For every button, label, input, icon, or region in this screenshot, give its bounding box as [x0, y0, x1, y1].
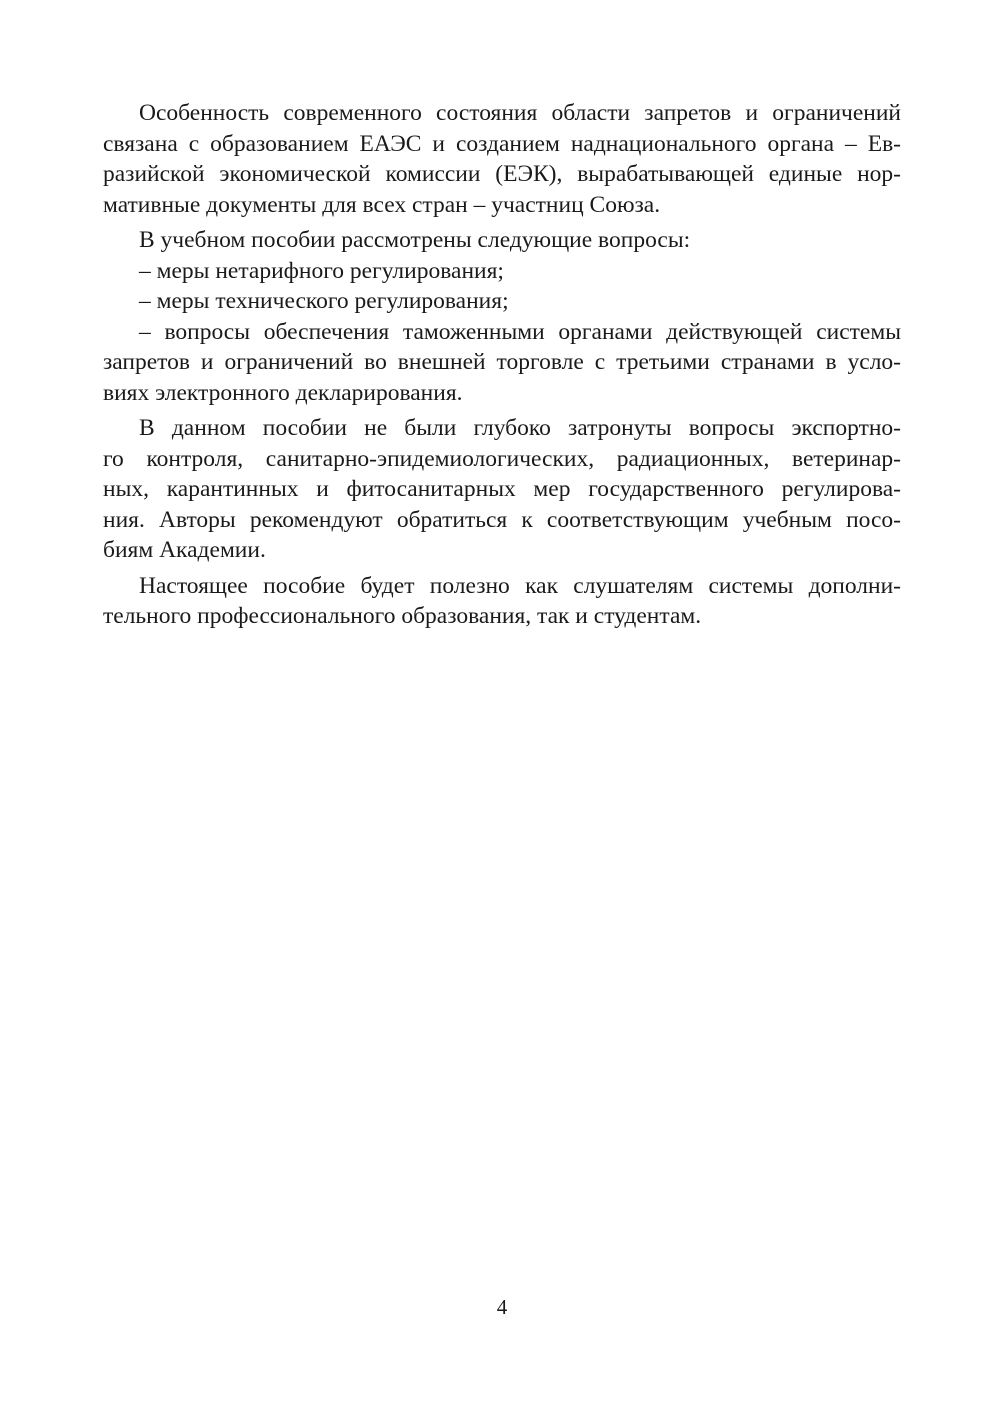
- text-line: тельного профессионального образования, так и студентам.: [103, 603, 702, 629]
- text-line: Особенность современного состояния области запретов и ограничений: [139, 100, 901, 126]
- text-line: разийской экономической комиссии (ЕЭК), вырабатывающей единые нор-: [103, 161, 901, 187]
- text-line: – меры технического регулирования;: [139, 288, 509, 314]
- text-line: – меры нетарифного регулирования;: [139, 257, 504, 284]
- body-text: [103, 98, 901, 632]
- list-item-customs: [103, 317, 901, 409]
- text-line: В учебном пособии рассмотрены следующие вопросы:: [139, 227, 691, 253]
- paragraph-not-covered: [103, 413, 901, 566]
- list-item-nontariff: [103, 256, 901, 287]
- text-line: ных, карантинных и фитосанитарных мер государственного регулирова-: [103, 476, 901, 502]
- text-line: связана с образованием ЕАЭС и созданием наднационального органа – Ев-: [103, 130, 901, 157]
- paragraph-eaeu-context: [103, 98, 901, 220]
- page-number: 4: [496, 1295, 508, 1319]
- text-line: ния. Авторы рекомендуют обратиться к соответствующим учебным посо-: [103, 506, 901, 533]
- text-line: виях электронного декларирования.: [103, 379, 463, 406]
- paragraph-audience: [103, 571, 901, 632]
- paragraph-topics-intro: [103, 225, 901, 256]
- text-line: – вопросы обеспечения таможенными органами действующей системы: [139, 318, 901, 345]
- text-line: го контроля, санитарно-эпидемиологических, радиационных, ветеринар-: [103, 445, 901, 472]
- text-line: Настоящее пособие будет полезно как слушателям системы дополни-: [139, 572, 901, 599]
- text-line: биям Академии.: [103, 537, 266, 563]
- list-item-technical: [103, 286, 901, 317]
- text-line: мативные документы для всех стран – участниц Союза.: [103, 191, 661, 218]
- text-line: запретов и ограничений во внешней торговле с третьими странами в усло-: [103, 349, 901, 375]
- text-line: В данном пособии не были глубоко затронуты вопросы экспортно-: [139, 415, 901, 441]
